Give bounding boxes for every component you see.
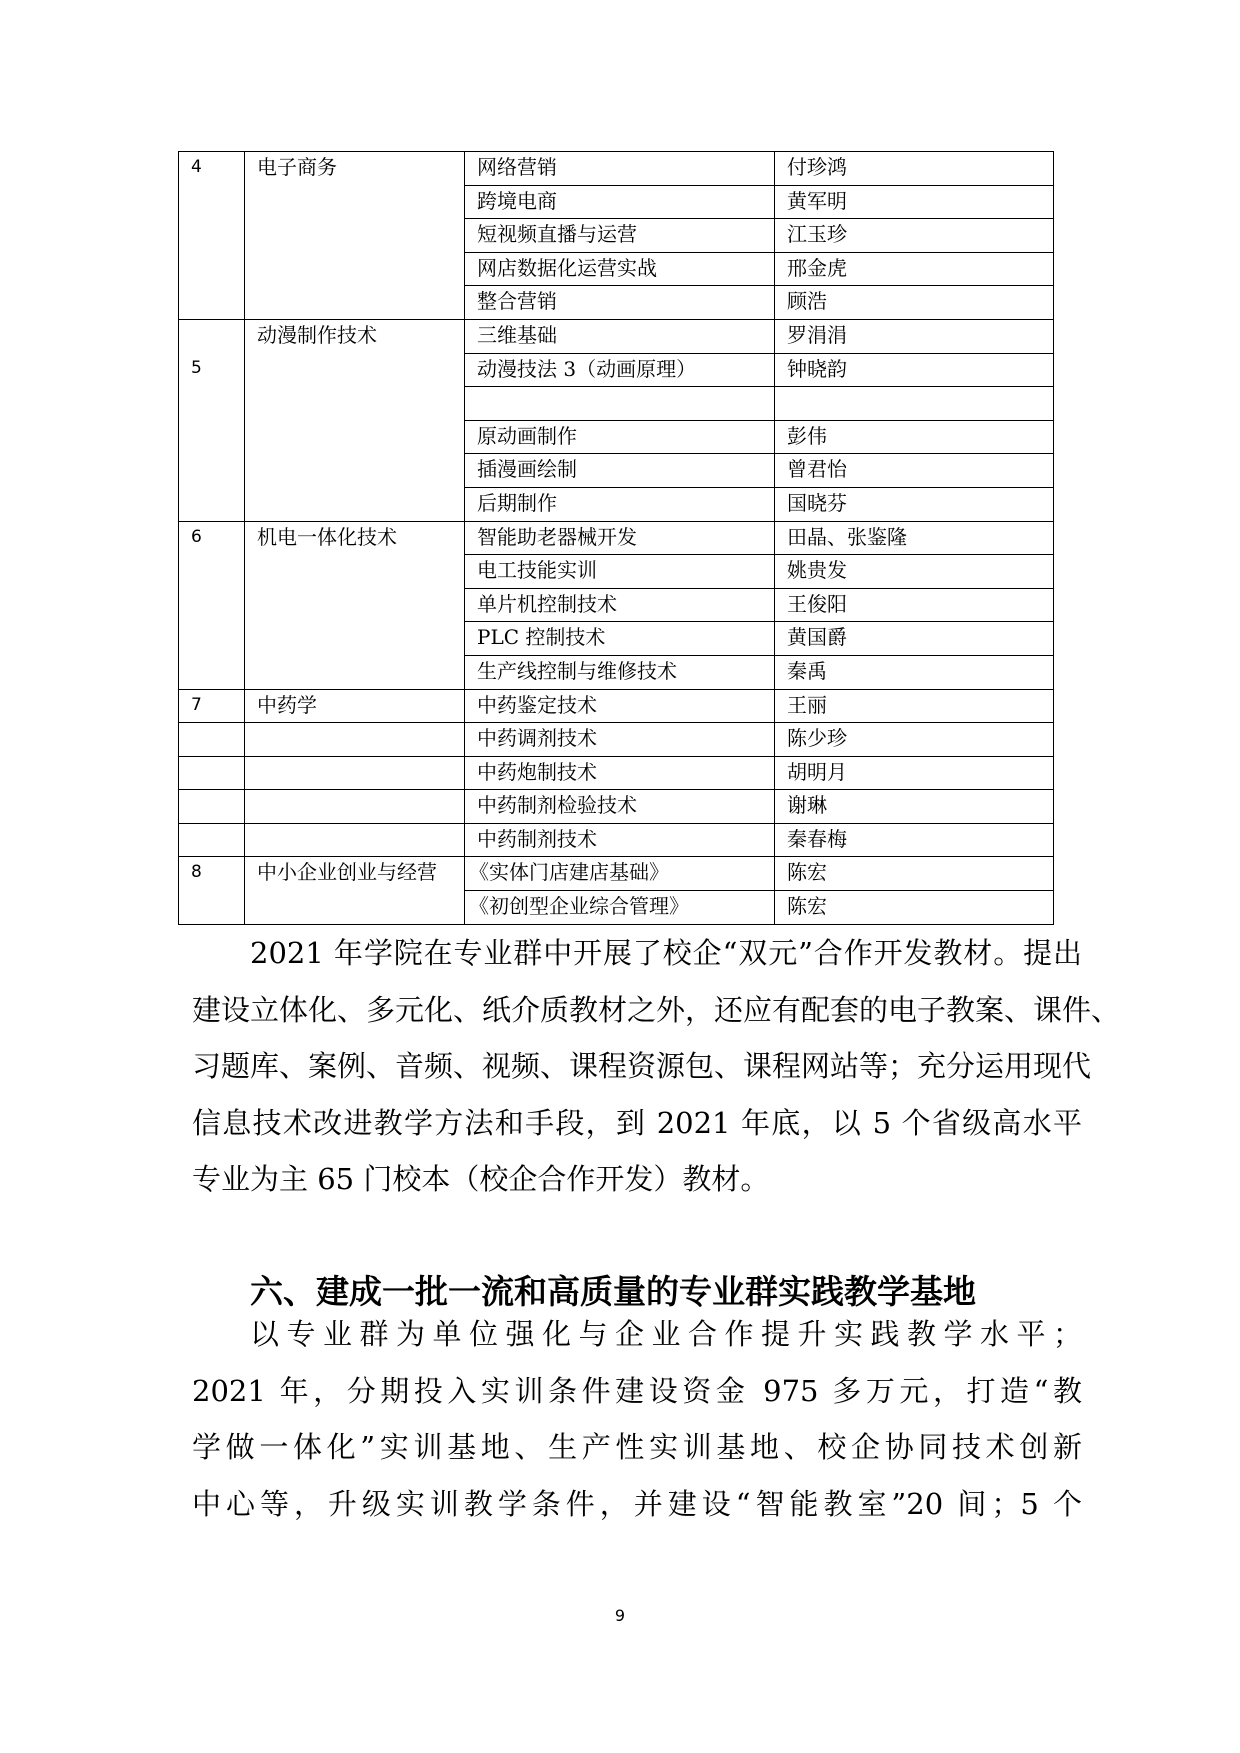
row-number-cell: 5	[179, 353, 245, 387]
table-row	[179, 353, 1054, 387]
table-row	[179, 756, 1054, 790]
teacher-cell: 彭伟	[775, 420, 1054, 454]
major-cell	[245, 286, 465, 320]
teacher-cell	[775, 387, 1054, 421]
major-cell: 动漫制作技术	[245, 319, 465, 353]
teacher-cell: 黄国爵	[775, 622, 1054, 656]
table-row	[179, 152, 1054, 186]
table-row	[179, 555, 1054, 589]
course-cell: 中药炮制技术	[465, 756, 775, 790]
table-row	[179, 689, 1054, 723]
paragraph-line: 信息技术改进教学方法和手段，到 2021 年底，以 5 个省级高水平	[192, 1105, 1082, 1140]
major-cell	[245, 353, 465, 387]
teacher-cell: 秦禹	[775, 655, 1054, 689]
course-cell: 网络营销	[465, 152, 775, 186]
major-cell	[245, 723, 465, 757]
row-number-cell	[179, 655, 245, 689]
paragraph-line: 专业为主 65 门校本（校企合作开发）教材。	[192, 1162, 770, 1196]
course-table	[178, 151, 1054, 925]
major-cell	[245, 219, 465, 253]
row-number-cell	[179, 219, 245, 253]
teacher-cell: 曾君怡	[775, 454, 1054, 488]
row-number-cell: 7	[179, 689, 245, 723]
row-number-cell	[179, 790, 245, 824]
course-cell: 《初创型企业综合管理》	[465, 891, 775, 925]
major-cell	[245, 555, 465, 589]
row-number-cell	[179, 891, 245, 925]
paragraph-line: 中心等，升级实训教学条件，并建设“智能教室”20 间；5 个	[192, 1486, 1082, 1521]
row-number-cell	[179, 723, 245, 757]
teacher-cell: 黄军明	[775, 185, 1054, 219]
major-cell: 机电一体化技术	[245, 521, 465, 555]
teacher-cell: 江玉珍	[775, 219, 1054, 253]
course-cell: 插漫画绘制	[465, 454, 775, 488]
row-number-cell	[179, 555, 245, 589]
teacher-cell: 胡明月	[775, 756, 1054, 790]
row-number-cell: 6	[179, 521, 245, 555]
row-number-cell	[179, 487, 245, 521]
table-row	[179, 454, 1054, 488]
paragraph-line: 建设立体化、多元化、纸介质教材之外，还应有配套的电子教案、课件、	[192, 992, 1121, 1027]
course-cell: 生产线控制与维修技术	[465, 655, 775, 689]
course-cell: 《实体门店建店基础》	[465, 857, 775, 891]
row-number-cell: 4	[179, 152, 245, 186]
course-table-body	[179, 152, 1054, 925]
teacher-cell: 陈宏	[775, 891, 1054, 925]
teacher-cell: 钟晓韵	[775, 353, 1054, 387]
course-cell: 中药制剂检验技术	[465, 790, 775, 824]
major-cell	[245, 588, 465, 622]
row-number-cell	[179, 823, 245, 857]
teacher-cell: 田晶、张鉴隆	[775, 521, 1054, 555]
course-cell: 原动画制作	[465, 420, 775, 454]
course-cell: 单片机控制技术	[465, 588, 775, 622]
teacher-cell: 王丽	[775, 689, 1054, 723]
course-cell: 电工技能实训	[465, 555, 775, 589]
course-cell: PLC 控制技术	[465, 622, 775, 656]
table-row	[179, 857, 1054, 891]
major-cell	[245, 756, 465, 790]
table-row	[179, 219, 1054, 253]
teacher-cell: 秦春梅	[775, 823, 1054, 857]
major-cell: 电子商务	[245, 152, 465, 186]
course-cell: 整合营销	[465, 286, 775, 320]
table-row	[179, 823, 1054, 857]
course-cell: 后期制作	[465, 487, 775, 521]
paragraph-line: 习题库、案例、音频、视频、课程资源包、课程网站等；充分运用现代	[192, 1049, 1092, 1083]
table-row	[179, 891, 1054, 925]
row-number-cell	[179, 387, 245, 421]
paragraph-line: 学做一体化”实训基地、生产性实训基地、校企协同技术创新	[192, 1430, 1082, 1464]
table-row	[179, 622, 1054, 656]
section-heading: 六、建成一批一流和高质量的专业群实践教学基地	[250, 1272, 976, 1311]
course-cell: 跨境电商	[465, 185, 775, 219]
row-number-cell	[179, 252, 245, 286]
table-row	[179, 286, 1054, 320]
teacher-cell: 罗涓涓	[775, 319, 1054, 353]
row-number-cell	[179, 622, 245, 656]
major-cell	[245, 454, 465, 488]
table-row	[179, 790, 1054, 824]
major-cell	[245, 387, 465, 421]
major-cell: 中药学	[245, 689, 465, 723]
major-cell	[245, 891, 465, 925]
course-cell: 智能助老器械开发	[465, 521, 775, 555]
page-number: 9	[614, 1606, 626, 1625]
major-cell	[245, 487, 465, 521]
teacher-cell: 付珍鸿	[775, 152, 1054, 186]
course-cell: 中药制剂技术	[465, 823, 775, 857]
teacher-cell: 顾浩	[775, 286, 1054, 320]
table-row	[179, 487, 1054, 521]
row-number-cell	[179, 756, 245, 790]
course-cell: 短视频直播与运营	[465, 219, 775, 253]
table-row	[179, 387, 1054, 421]
paragraph-line: 2021 年，分期投入实训条件建设资金 975 多万元，打造“教	[192, 1373, 1082, 1408]
table-row	[179, 185, 1054, 219]
table-row	[179, 521, 1054, 555]
table-row	[179, 655, 1054, 689]
major-cell	[245, 252, 465, 286]
teacher-cell: 国晓芬	[775, 487, 1054, 521]
teacher-cell: 邢金虎	[775, 252, 1054, 286]
paragraph-line: 2021 年学院在专业群中开展了校企“双元”合作开发教材。提出	[250, 936, 1082, 970]
row-number-cell: 8	[179, 857, 245, 891]
row-number-cell	[179, 286, 245, 320]
teacher-cell: 姚贵发	[775, 555, 1054, 589]
row-number-cell	[179, 454, 245, 488]
major-cell	[245, 420, 465, 454]
table-row	[179, 723, 1054, 757]
teacher-cell: 谢琳	[775, 790, 1054, 824]
row-number-cell	[179, 420, 245, 454]
teacher-cell: 陈少珍	[775, 723, 1054, 757]
paragraph-line: 以专业群为单位强化与企业合作提升实践教学水平；	[250, 1317, 1082, 1351]
paragraph-practice-base	[192, 1306, 1082, 1532]
table-row	[179, 588, 1054, 622]
table-row	[179, 319, 1054, 353]
course-cell: 网店数据化运营实战	[465, 252, 775, 286]
course-cell: 三维基础	[465, 319, 775, 353]
table-row	[179, 252, 1054, 286]
major-cell	[245, 823, 465, 857]
row-number-cell	[179, 185, 245, 219]
major-cell	[245, 622, 465, 656]
major-cell	[245, 185, 465, 219]
course-cell: 中药调剂技术	[465, 723, 775, 757]
row-number-cell	[179, 588, 245, 622]
course-cell: 动漫技法 3（动画原理）	[465, 353, 775, 387]
major-cell: 中小企业创业与经营	[245, 857, 465, 891]
course-cell: 中药鉴定技术	[465, 689, 775, 723]
major-cell	[245, 790, 465, 824]
table-row	[179, 420, 1054, 454]
teacher-cell: 王俊阳	[775, 588, 1054, 622]
paragraph-textbook-development	[192, 925, 1121, 1208]
row-number-cell	[179, 319, 245, 353]
course-cell	[465, 387, 775, 421]
major-cell	[245, 655, 465, 689]
teacher-cell: 陈宏	[775, 857, 1054, 891]
